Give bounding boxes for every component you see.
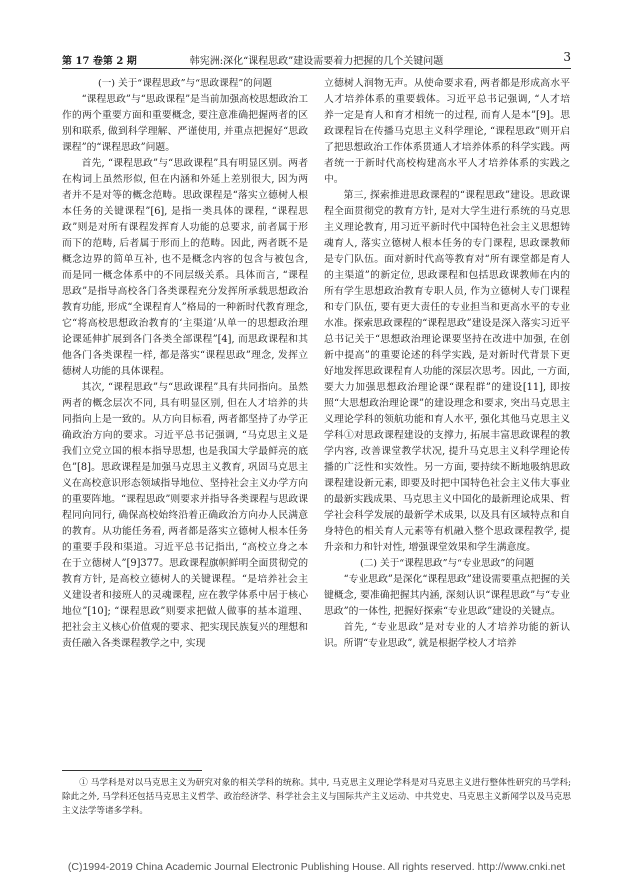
body-paragraph: 首先, “课程思政”与“思政课程”具有明显区别。两者在构词上虽然形似, 但在内涵和外延上差别很大, 因为两者并不是对等的概念范畴。思政课程是“落实立德树人根本任务的关键课程”[6], 是指一类具体的课程, “课程思政”则是对所有课程发挥育人功能的总要求, 前者属于形而下的范畴, 后者属于形而上的范畴。因此, 两者既不是概念边界的简单互补, 也不是概念内容的包含与被包含, 而是同一概念体系中的不同层级关系。具体而言, “课程思政”是指导高校各门各类课程充分发挥所承载思想政治教育功能, 形成“全课程育人”格局的一种新时代教育理念, 它“将高校思想政治教育的‘主渠道’从单一的思想政治理论课延伸扩展到各门各类全部课程”[4], 而思政课程和其他各门各类课程一样, 都是落实“课程思政”理念, 发挥立德树人功能的具体课程。 — [62, 158, 308, 377]
body-paragraph: 首先, “专业思政”是对专业的人才培养功能的新认识。所谓“专业思政”, 就是根据学校人才培养 — [324, 622, 570, 649]
body-paragraph: 其次, “课程思政”与“思政课程”具有共同指向。虽然两者的概念层次不同, 具有明显区别, 但在人才培养的共同指向上是一致的。从方向目标看, 两者都坚持了办学正确政治方向的要求。习近平总书记强调, “马克思主义是我们立党立国的根本指导思想, 也是我国大学最鲜亮的底色”[8]。思政课程是加强马克思主义教育, 巩固马克思主义在高校意识形态领域指导地位、坚持社会主义办学方向的重要阵地。“课程思政”则要求并指导各类课程与思政课程同向同行, 确保高校始终沿着正确政治方向办人民满意的教育。从功能任务看, 两者都是落实立德树人根本任务的重要手段和渠道。习近平总书记指出, “高校立身之本在于立德树人”[9]377。思政课程旗帜鲜明全面贯彻党的教育方针, 是高校立德树人的关键课程。“是培养社会主义建设者和接班人的灵魂课程, 应在教学体系中居于核心地位”[10]; “课程思政”则要求把做人做事的基本道理、把社会主义核心价值观的要求、把实现民族复兴的理想和责任融入各类课程教学之中, 实现 — [62, 382, 308, 649]
journal-volume: 第 17 卷第 2 期 — [62, 56, 137, 67]
running-title: 韩宪洲:深化“课程思政”建设需要着力把握的几个关键问题 — [189, 56, 444, 67]
body-paragraph: 立德树人润物无声。从使命要求看, 两者都是形成高水平人才培养体系的重要载体。习近平总书记强调, “人才培养一定是育人和育才相统一的过程, 而育人是本”[9]。思政课程旨在传播马克思主义科学理论, “课程思政”则开启了把思想政治工作体系贯通人才培养体系的科学实践。两者统一于新时代高校构建高水平人才培养体系的实践之中。 — [324, 78, 570, 185]
running-header — [62, 50, 571, 69]
left-column — [62, 76, 308, 652]
page-number: 3 — [563, 50, 571, 64]
footnote-text: ① 马学科是对以马克思主义为研究对象的相关学科的统称。其中, 马克思主义理论学科是对马克思主义进行整体性研究的马学科; 除此之外, 马学科还包括马克思主义哲学、政治经济学、科学社会主义与国际共产主义运动、中共党史、马克思主义新闻学以及马克思主义法学等诸多学科。 — [62, 778, 571, 816]
body-paragraph: “课程思政”与“思政课程”是当前加强高校思想政治工作的两个重要方面和重要概念, 要注意准确把握两者的区别和联系, 做到科学理解、严谨使用, 并重点把握好“思政课程”的“课程思政”问题。 — [62, 94, 308, 153]
body-paragraph: 第三, 探索推进思政课程的“课程思政”建设。思政课程全面贯彻党的教育方针, 是对大学生进行系统的马克思主义理论教育, 用习近平新时代中国特色社会主义思想铸魂育人, 落实立德树人根本任务的专门课程, 思政课教师是专门队伍。面对新时代高等教育对“所有课堂都是育人的主渠道”的新定位, 思政课程和包括思政课教师在内的所有学生思想政治教育专职人员, 作为立德树人专门课程和专门队伍, 要有更大责任的专业担当和更高水平的专业水准。探索思政课程的“课程思政”建设是深入落实习近平总书记关于“思想政治理论课要坚持在改进中加强, 在创新中提高”的重要论述的科学实践, 是对新时代背景下更好地发挥思政课程育人功能的深层次思考。因此, 一方面, 要大力加强思想政治理论课“课程群”的建设[11], 即按照“大思想政治理论课”的建设理念和要求, 突出马克思主义理论学科的领航功能和育人水平, 强化其他马克思主义学科①对思政课程建设的支撑力, 拓展丰富思政课程的教学内容, 改善课堂教学状况, 提升马克思主义科学理论传播的广泛性和实效性。另一方面, 要持续不断地吸纳思政课程建设新元素, 即要及时把中国特色社会主义伟大事业的最新实践成果、马克思主义中国化的最新理论成果、哲学社会科学发展的最新学术成果, 以及具有区域特点和自身特色的相关育人元素等有机融入整个思政课程教学, 提升亲和力和针对性, 增强课堂效果和学生满意度。 — [324, 190, 570, 553]
footnote-divider — [62, 770, 202, 771]
footnote — [62, 776, 571, 818]
section-subheading: (一) 关于“课程思政”与“思政课程”的问题 — [97, 78, 273, 89]
body-paragraph: “专业思政”是深化“课程思政”建设需要重点把握的关键概念, 要准确把握其内涵, 深刻认识“课程思政”与“专业思政”的一体性, 把握好探索“专业思政”建设的关键点。 — [324, 574, 570, 617]
section-subheading: (二) 关于“课程思政”与“专业思政”的问题 — [359, 558, 535, 569]
copyright-notice: (C)1994-2019 China Academic Journal Electronic Publishing House. All rights reserved. http://www.cnki.net — [67, 861, 566, 873]
right-column — [324, 76, 570, 652]
